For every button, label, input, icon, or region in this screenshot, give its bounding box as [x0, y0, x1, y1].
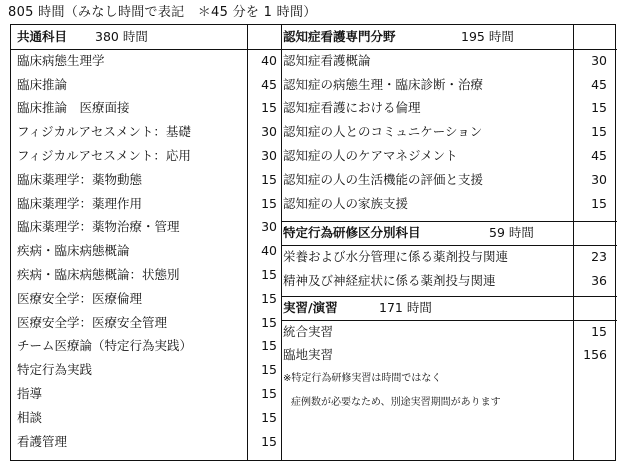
subject-name: 特定行為実践	[17, 362, 93, 378]
section-header-hours: 171 時間	[379, 299, 432, 315]
subject-hours: 15	[261, 267, 277, 282]
subject-hours: 45	[591, 148, 607, 163]
subject-name: 指導	[17, 386, 43, 401]
section-header-label: 共通科目	[17, 29, 68, 44]
subject-name: 認知症看護概論	[283, 52, 371, 68]
subject-hours: 15	[261, 195, 277, 211]
subject-name: フィジカルアセスメント：応用	[17, 148, 191, 163]
subject-name: フィジカルアセスメント：基礎	[17, 124, 191, 140]
subject-hours: 45	[591, 76, 607, 92]
subject-hours: 15	[261, 338, 277, 354]
subject-hours: 15	[591, 124, 607, 140]
subject-hours: 30	[261, 148, 277, 163]
section-header-hours: 380 時間	[95, 29, 148, 44]
curriculum-table	[10, 24, 616, 461]
subject-hours: 15	[591, 323, 607, 339]
duration-note: 805 時間（みなし時間で表記 ＊45 分を 1 時間）	[8, 5, 317, 20]
subject-hours: 15	[261, 100, 277, 116]
subject-name: 看護管理	[17, 433, 68, 449]
subject-name: 臨床推論 医療面接	[17, 100, 130, 116]
subject-hours: 45	[261, 76, 277, 92]
subject-hours: 15	[591, 100, 607, 116]
subject-name: 疾病・臨床病態概論	[17, 243, 130, 259]
subject-name: 臨床推論	[17, 76, 68, 92]
subject-name: 認知症の人の生活機能の評価と支援	[283, 171, 484, 187]
subject-name: 臨床薬理学：薬理作用	[17, 195, 143, 211]
subject-hours: 15	[261, 386, 277, 401]
subject-name: 栄養および水分管理に係る薬剤投与関連	[283, 249, 509, 265]
subject-hours: 15	[261, 290, 277, 306]
subject-name: 医療安全学：医療倫理	[17, 290, 143, 306]
section-header-hours: 59 時間	[489, 225, 534, 241]
subject-hours: 40	[261, 52, 277, 68]
subject-name: 臨床薬理学：薬物治療・管理	[17, 219, 180, 235]
subject-hours: 15	[261, 433, 277, 449]
column-divider	[247, 25, 248, 460]
subject-name: チーム医療論（特定行為実践）	[17, 338, 193, 354]
column-divider	[573, 25, 574, 460]
subject-hours: 30	[261, 219, 277, 235]
subject-hours: 30	[261, 124, 277, 140]
subject-name: 臨地実習	[283, 347, 334, 363]
subject-name: 臨床薬理学：薬物動態	[17, 171, 143, 187]
subject-name: 臨床病態生理学	[17, 52, 105, 68]
subject-name: 認知症看護における倫理	[283, 100, 421, 116]
footnote-line-1: ※特定行為研修実習は時間ではなく	[283, 373, 442, 385]
subject-name: 認知症の病態生理・臨床診断・治療	[283, 76, 484, 92]
subject-hours: 30	[591, 52, 607, 68]
subject-name: 認知症の人とのコミュニケーション	[283, 124, 483, 140]
subject-hours: 15	[591, 195, 607, 211]
footnote-line-2: 症例数が必要なため、別途実習期間があります	[291, 397, 501, 408]
subject-hours: 15	[261, 409, 277, 425]
subject-hours: 30	[591, 171, 607, 187]
section-header-label: 特定行為研修区分別科目	[283, 225, 421, 241]
subject-name: 統合実習	[283, 323, 334, 339]
subject-name: 疾病・臨床病態概論：状態別	[17, 267, 180, 282]
subject-name: 医療安全学：医療安全管理	[17, 314, 168, 330]
subject-name: 認知症の人の家族支援	[283, 195, 409, 211]
subject-hours: 23	[591, 249, 607, 265]
subject-hours: 15	[261, 362, 277, 378]
subject-name: 相談	[17, 409, 43, 425]
subject-hours: 15	[261, 314, 277, 330]
subject-name: 精神及び神経症状に係る薬剤投与関連	[283, 273, 496, 288]
subject-hours: 40	[261, 243, 277, 259]
subject-hours: 15	[261, 171, 277, 187]
section-header-hours: 195 時間	[461, 29, 514, 44]
column-divider	[281, 25, 282, 460]
section-header-label: 認知症看護専門分野	[283, 29, 396, 44]
subject-hours: 36	[591, 273, 607, 288]
subject-name: 認知症の人のケアマネジメント	[283, 148, 458, 163]
section-header-label: 実習/演習	[283, 299, 338, 315]
subject-hours: 156	[583, 347, 607, 363]
